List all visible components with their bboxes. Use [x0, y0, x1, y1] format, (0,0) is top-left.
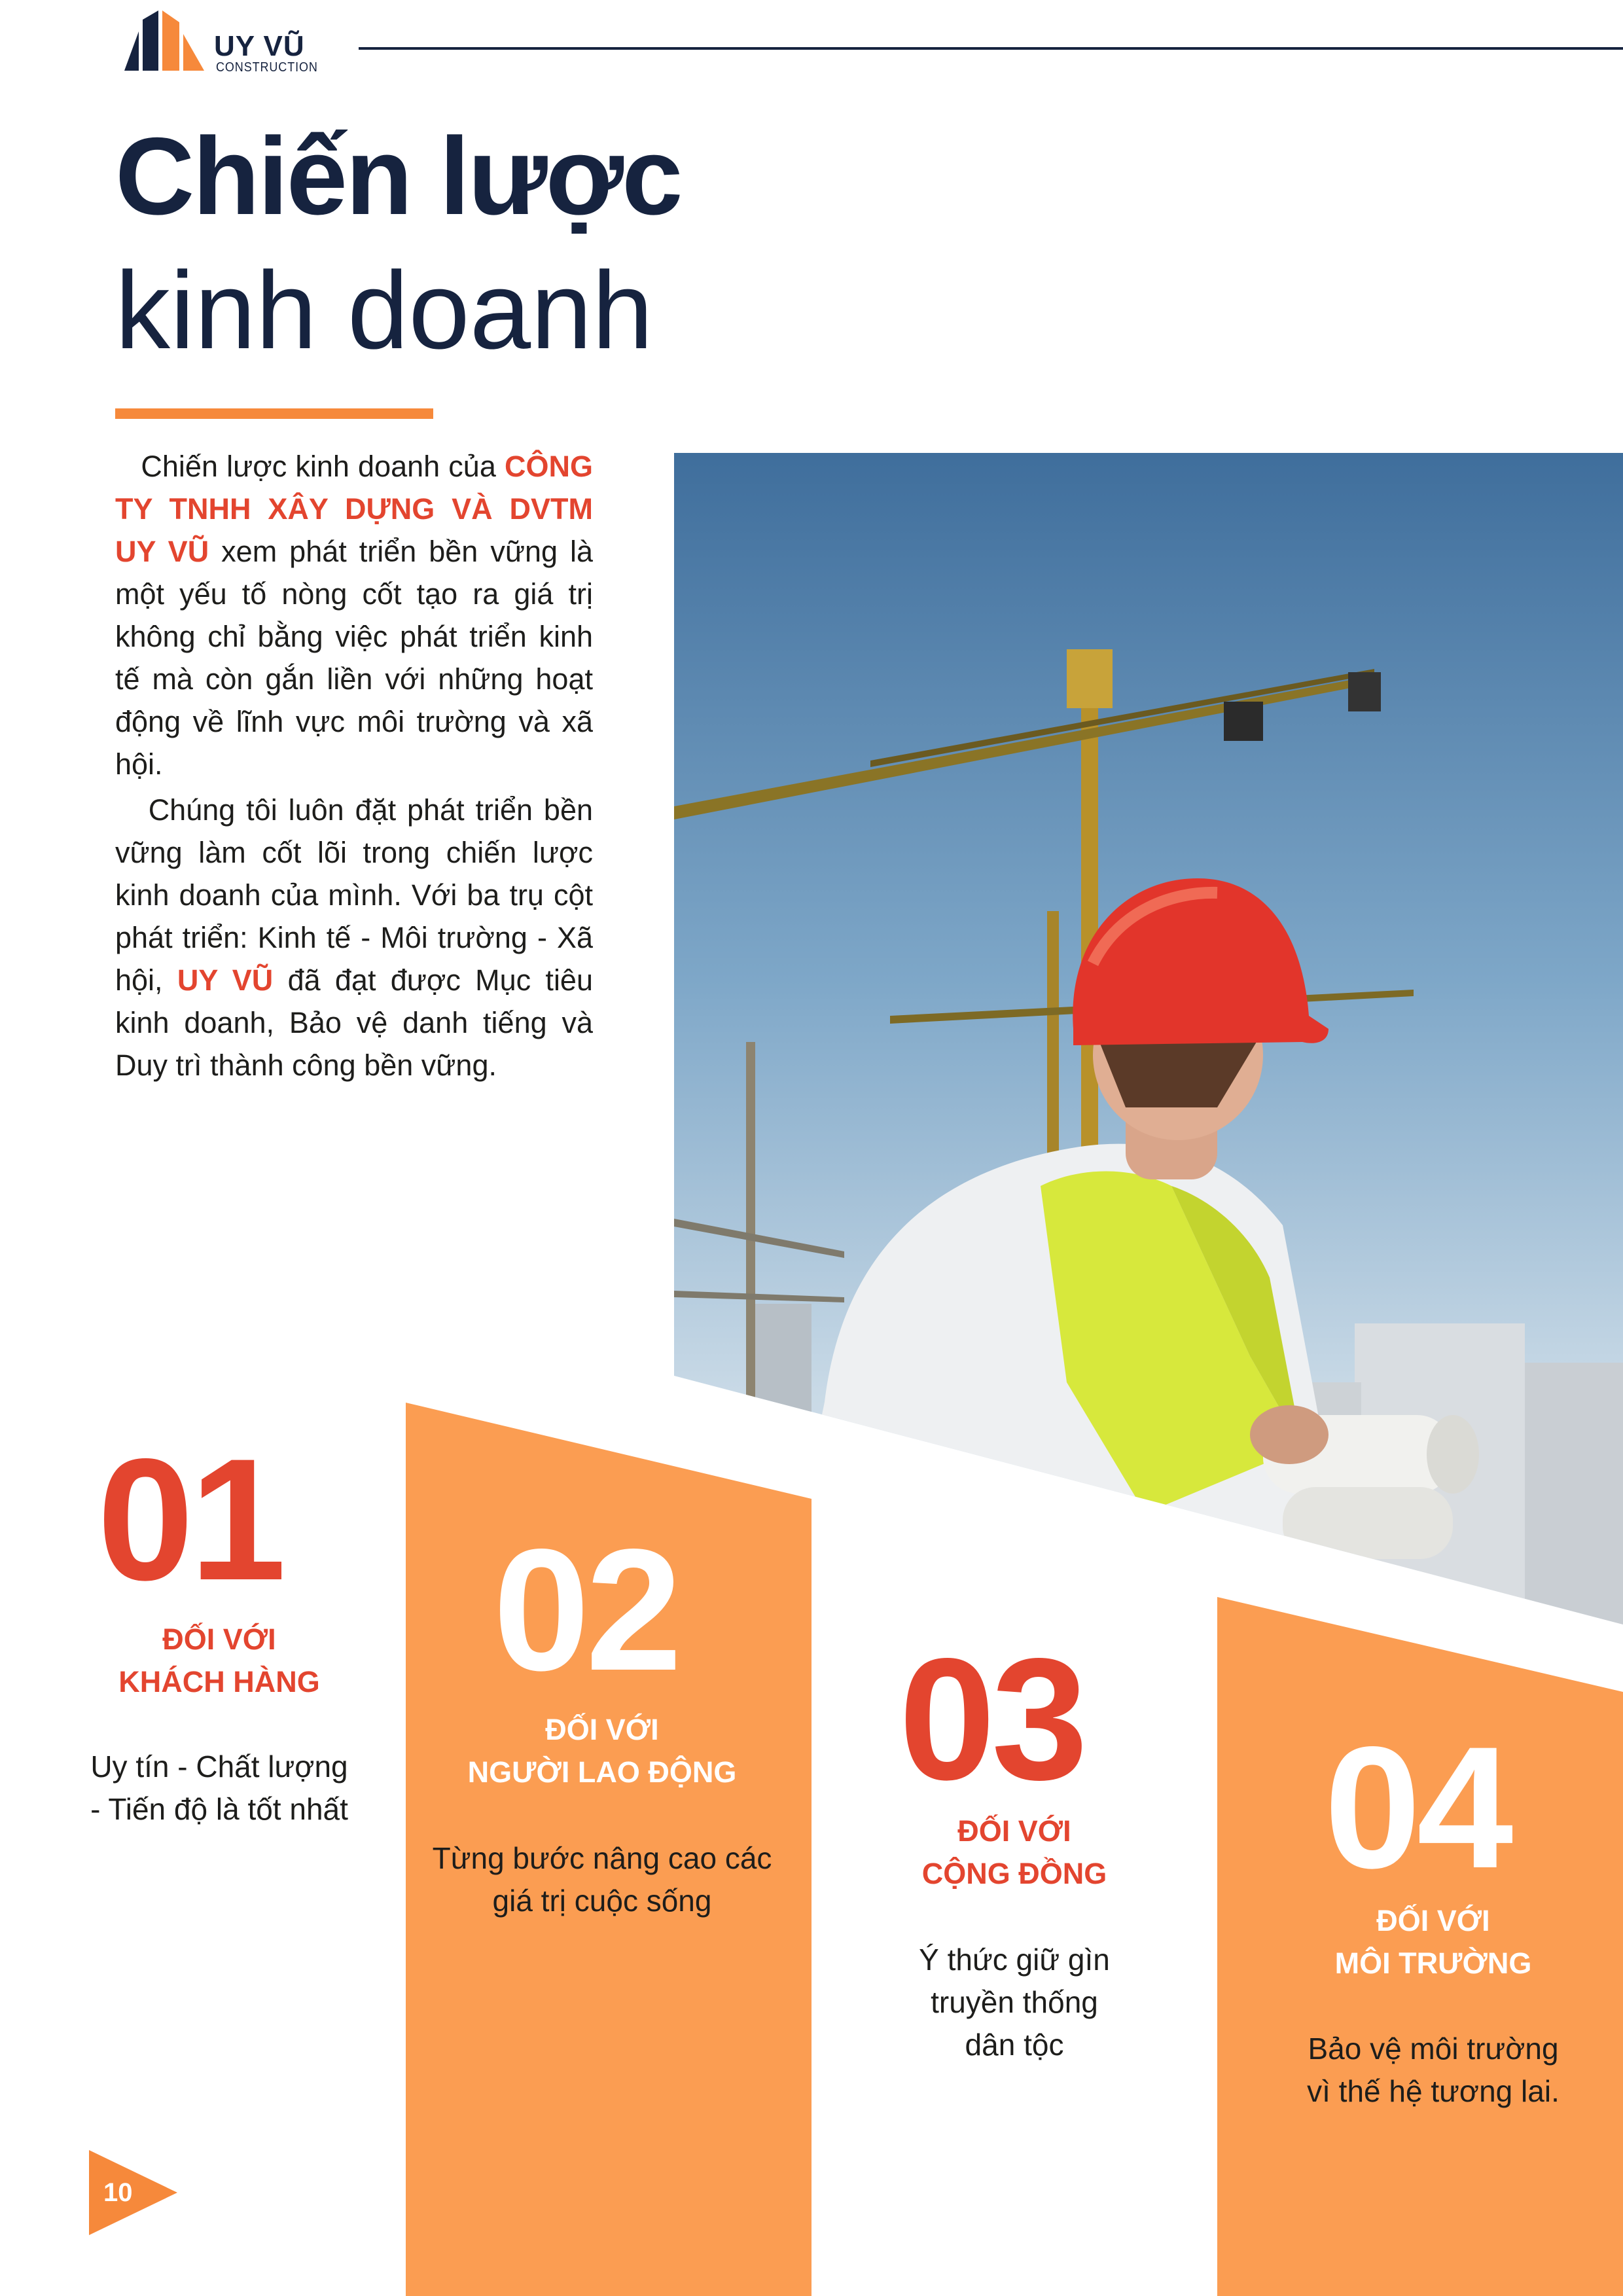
pillar-04-heading-line1: ĐỐI VỚI: [1376, 1904, 1490, 1937]
pillar-02-number: 02: [493, 1513, 679, 1707]
pillar-02-description: [419, 1837, 785, 1922]
company-name-highlight: CÔNG TY TNHH XÂY DỰNG VÀ DVTM UY VŨ: [115, 450, 593, 568]
pillar-03-desc-line3: dân tộc: [965, 2028, 1064, 2062]
pillar-03-number: 03: [899, 1623, 1084, 1816]
pillar-01-heading-line2: KHÁCH HÀNG: [118, 1665, 320, 1698]
pillar-01-desc-line1: Uy tín - Chất lượng: [90, 1749, 348, 1784]
intro-p2-lead: Chúng tôi luôn đặt phát triển bền vững làm cốt lõi trong chiến lược kinh doanh của mình. Với ba trụ cột phát triển: Kinh tế - Môi trường - Xã hội,: [115, 793, 594, 997]
page-number: 10: [103, 2178, 133, 2207]
pillar-02-heading-line2: NGƯỜI LAO ĐỘNG: [467, 1755, 737, 1789]
pillar-04-desc-line1: Bảo vệ môi trường: [1308, 2032, 1559, 2066]
pillar-02-desc-line2: giá trị cuộc sống: [492, 1884, 712, 1918]
pillar-03-heading-line1: ĐỐI VỚI: [957, 1814, 1071, 1848]
pillar-02-heading: [419, 1708, 785, 1793]
brand-highlight: UY VŨ: [177, 963, 274, 997]
pillar-02-heading-line1: ĐỐI VỚI: [545, 1713, 659, 1746]
pillar-03-desc-line1: Ý thức giữ gìn: [919, 1943, 1110, 1977]
pillar-04-number: 04: [1324, 1711, 1510, 1905]
page-title-line2: kinh doanh: [115, 249, 654, 372]
intro-p1-rest: xem phát triển bền vững là một yếu tố nòng cốt tạo ra giá trị không chỉ bằng việc phát triển kinh tế mà còn gắn liền với những hoạt động về lĩnh vực môi trường và xã hội.: [115, 535, 594, 781]
page-number-triangle-icon: [89, 2150, 177, 2235]
pillar-04-heading: [1243, 1899, 1623, 1984]
brand-name: UY VŨ: [214, 30, 305, 62]
pillar-02-desc-line1: Từng bước nâng cao các: [432, 1841, 772, 1875]
pillar-01-heading: [39, 1618, 399, 1703]
pillar-04-description: [1243, 2028, 1623, 2113]
pillar-03-heading: [825, 1810, 1204, 1895]
pillar-03-heading-line2: CỘNG ĐỒNG: [921, 1857, 1107, 1890]
pillar-03-desc-line2: truyền thống: [931, 1985, 1098, 2019]
pillar-01-desc-line2: - Tiến độ là tốt nhất: [90, 1792, 348, 1826]
intro-p1-lead: Chiến lược kinh doanh của: [141, 450, 505, 483]
pillar-01-description: [39, 1746, 399, 1831]
pillar-01-number: 01: [97, 1423, 283, 1617]
pillar-03-description: [825, 1939, 1204, 2066]
pillar-04-desc-line2: vì thế hệ tương lai.: [1307, 2074, 1560, 2108]
brand-subtitle: CONSTRUCTION: [216, 60, 318, 75]
page-title-line1: Chiến lược: [115, 115, 681, 238]
pillar-04-heading-line2: MÔI TRƯỜNG: [1334, 1946, 1532, 1980]
pillar-01-heading-line1: ĐỐI VỚI: [162, 1623, 276, 1656]
intro-p2-rest: đã đạt được Mục tiêu kinh doanh, Bảo vệ danh tiếng và Duy trì thành công bền vững.: [115, 963, 593, 1082]
